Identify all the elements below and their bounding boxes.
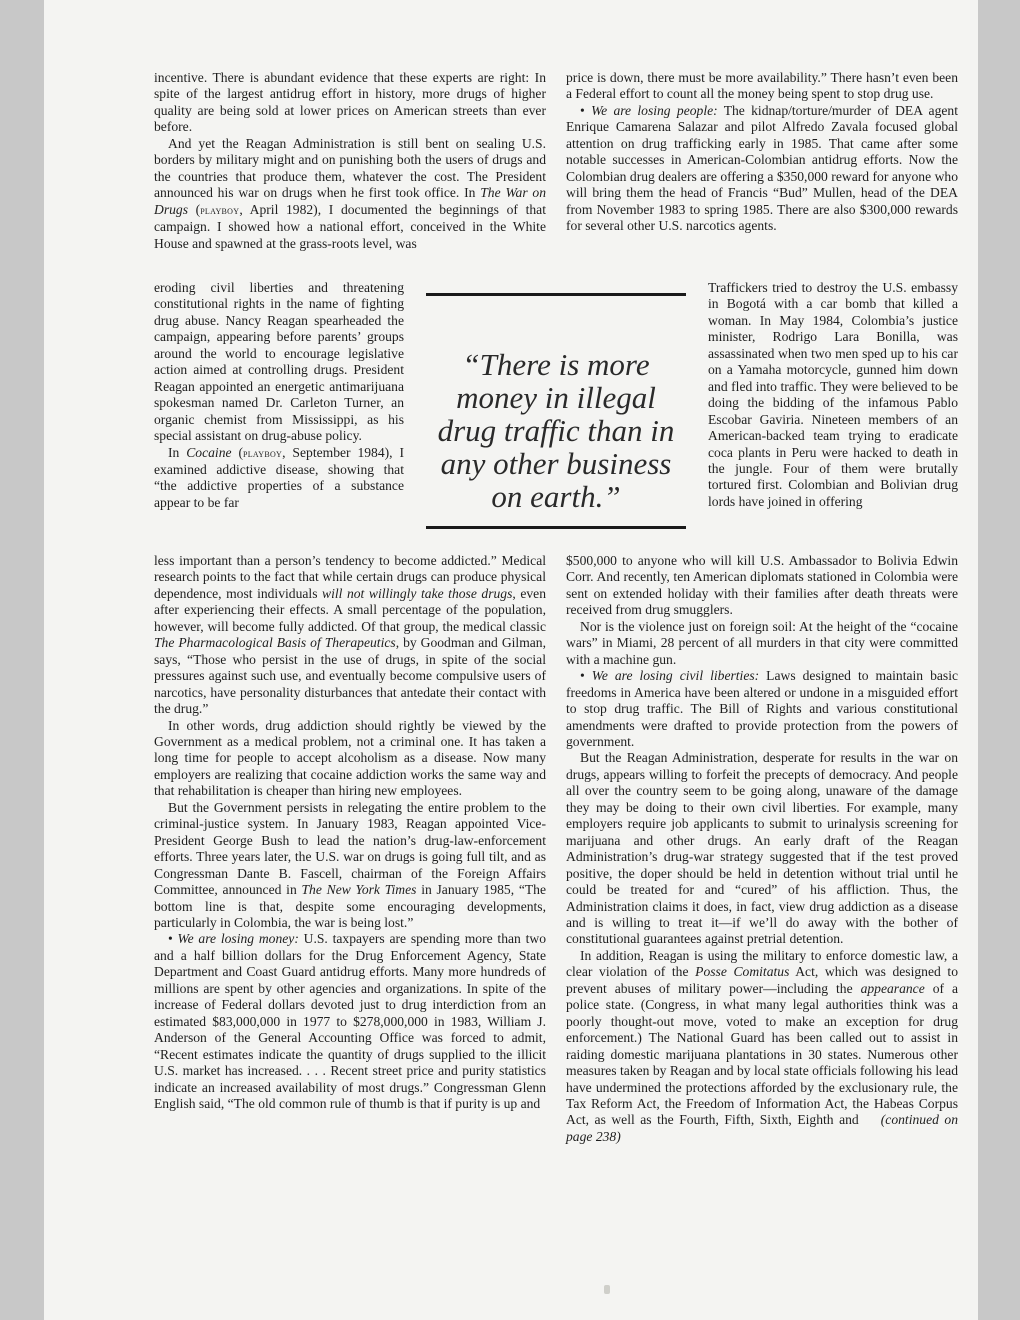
- paragraph: • We are losing civil liberties: Laws designed to maintain basic freedoms in America have been altered or undone in a misguided effort to stop drug traffic. The Bill of Rights and various constitutional amendments were drafted to provide protection from the powers of government.: [566, 668, 958, 749]
- article-title-ref: The War on Drugs: [154, 185, 546, 217]
- article-title-ref: Cocaine: [186, 444, 232, 460]
- magazine-name: playboy: [200, 204, 240, 217]
- paragraph: incentive. There is abundant evidence that these experts are right: In spite of the largest antidrug effort in history, more drugs of higher quality are being sold at lower prices on American streets than ever before.: [154, 70, 546, 135]
- pull-quote-bottom-rule: [426, 526, 686, 529]
- paragraph: less important than a person’s tendency to become addicted.” Medical research points to the fact that while certain drugs can produce physical dependence, most individuals will not willingly take those drugs, even after experiencing their effects. A small percentage of the population, however, will become fully addicted. Of that group, the medical classic The Pharmacological Basis of Therapeutics, by Goodman and Gilman, says, “Those who persist in the use of drugs, in spite of the social pressures against such use, and eventually become compulsive users of narcotics, have personality disturbances that antedate their contact with the drug.”: [154, 553, 547, 717]
- paragraph: price is down, there must be more availability.” There hasn’t even been a Federal effort to count all the money being spent to stop drug use.: [566, 70, 958, 102]
- left-column-top: [154, 70, 546, 252]
- continued-note: (continued on page 238): [566, 1112, 958, 1144]
- paragraph: In addition, Reagan is using the military to enforce domestic law, a clear violation of the Posse Comitatus Act, which was designed to prevent abuses of military power—including the appearance of a police state. (Congress, in what many legal authorities think was a poorly thought-out move, voted to make an exception for drug enforcement.) The National Guard has been called out to assist in raiding domestic marijuana plantations in 30 states. Numerous other measures taken by Reagan and by local state officials following his lead have undermined the protections afforded by the exclusionary rule, the Tax Reform Act, the Freedom of Information Act, the Habeas Corpus Act, as well as the Fourth, Fifth, Sixth, Eighth and (continued on page 238): [566, 947, 958, 1144]
- left-column-wrap: [154, 280, 404, 511]
- left-column-bottom: [154, 553, 546, 1112]
- paragraph: But the Government persists in relegating the entire problem to the criminal-justice system. In January 1983, Reagan appointed Vice-President George Bush to lead the nation’s drug-law-enforcement efforts. Three years later, the U.S. war on drugs is going full tilt, and as Congressman Dante B. Fascell, chairman of the Foreign Affairs Committee, announced in The New York Times in January 1985, “The bottom line is that, despite some encouraging developments, particularly in Colombia, the war is being lost.”: [154, 799, 547, 930]
- section-lead: We are losing people:: [591, 102, 718, 118]
- paragraph: But the Reagan Administration, desperate for results in the war on drugs, appears willing to forfeit the precepts of democracy. And people all over the country seem to be going along, unaware of the damage they may be doing to their own civil liberties. For example, many employers require job applicants to submit to urinalysis screening for marijuana and other drugs. An early draft of the Reagan Administration’s drug-war strategy suggested that if the test proved positive, the doper should be held in detention without trial until he could be treated for and “cured” of his affliction. Thus, the Administration claims it does, in fact, view drug addiction as a disease and is willing to treat it—if we’ll do away with the bother of constitutional guarantees against pretrial detention.: [566, 750, 958, 947]
- pull-quote: “There is more money in illegal drug traffic than in any other business on earth.”: [437, 347, 675, 514]
- paragraph: • We are losing people: The kidnap/torture/murder of DEA agent Enrique Camarena Salazar and pilot Alfredo Zavala focused global attention on drug trafficking early in 1985. That came after some notable successes in American-Colombian antidrug efforts. Now the Colombian drug dealers are offering a $350,000 reward for anyone who will bring them the head of Francis “Bud” Mullen, head of the DEA from November 1983 to spring 1985. There are also $300,000 rewards for several other U.S. narcotics agents.: [566, 102, 958, 234]
- paragraph: And yet the Reagan Administration is still bent on sealing U.S. borders by military might and on punishing both the users of drugs and the countries that produce them, whatever the cost. The President announced his war on drugs when he first took office. In The War on Drugs (playboy, April 1982), I documented the beginnings of that campaign. I showed how a national effort, conceived in the White House and spawned at the grass-roots level, was: [154, 135, 546, 251]
- scan-mark: [604, 1285, 610, 1294]
- paragraph: eroding civil liberties and threatening constitutional rights in the name of fighting drug abuse. Nancy Reagan spearheaded the campaign, appearing before parents’ groups around the world to encourage legislative action aimed at controlling drugs. President Reagan appointed an energetic antimarijuana spokesman named Dr. Carleton Turner, an organic chemist from Mississippi, as his special assistant on drug-abuse policy.: [154, 280, 404, 444]
- paragraph: Traffickers tried to destroy the U.S. embassy in Bogotá with a car bomb that killed a woman. In May 1984, Colombia’s justice minister, Rodrigo Lara Bonilla, was assassinated when two men sped up to his car on a Yamaha motorcycle, gunned him down and fled into traffic. They were believed to be doing the bidding of the infamous Pablo Escobar Gaviria. Nineteen members of an American-backed team trying to eradicate coca plants in Peru were hacked to death in the jungle. Four of them were brutally tortured first. Colombian and Bolivian drug lords have joined in offering: [708, 280, 958, 509]
- paragraph: Nor is the violence just on foreign soil: At the height of the “cocaine wars” in Miami, 28 percent of all murders in that city were committed with a machine gun.: [566, 618, 958, 667]
- magazine-name: playboy: [242, 447, 283, 460]
- pull-quote-top-rule: [426, 293, 686, 296]
- right-column-top: [566, 70, 958, 235]
- right-column-wrap: [708, 280, 958, 510]
- right-column-bottom: [566, 553, 958, 1145]
- paragraph: $500,000 to anyone who will kill U.S. Ambassador to Bolivia Edwin Corr. And recently, ten American diplomats stationed in Colombia were sent on extended holiday with their families after death threats were received from drug smugglers.: [566, 553, 958, 618]
- magazine-page: [44, 0, 978, 1320]
- section-lead: We are losing civil liberties:: [591, 668, 760, 684]
- paragraph: In other words, drug addiction should rightly be viewed by the Government as a medical problem, not a criminal one. It has taken a long time for people to accept alcoholism as a disease. Now many employers are realizing that cocaine addiction works the same way and that rehabilitation is cheaper than hiring new employees.: [154, 717, 546, 799]
- paragraph: • We are losing money: U.S. taxpayers are spending more than two and a half billion dollars for the Drug Enforcement Agency, State Department and Coast Guard antidrug efforts. Many more hundreds of millions are spent by other agencies and organizations. In spite of the increase of Federal dollars devoted just to drug interdiction from an estimated $83,000,000 in 1977 to $278,000,000 in 1983, William J. Anderson of the General Accounting Office was forced to admit, “Recent estimates indicate the quantity of drugs supplied to the illicit U.S. market has increased. . . . Recent street price and purity statistics indicate an increased availability of most drugs.” Congressman Glenn English said, “The old common rule of thumb is that if purity is up and: [154, 931, 546, 1111]
- section-lead: We are losing money:: [177, 931, 299, 947]
- paragraph: In Cocaine (playboy, September 1984), I examined addictive disease, showing that “the addictive properties of a substance appear to be far: [154, 444, 404, 510]
